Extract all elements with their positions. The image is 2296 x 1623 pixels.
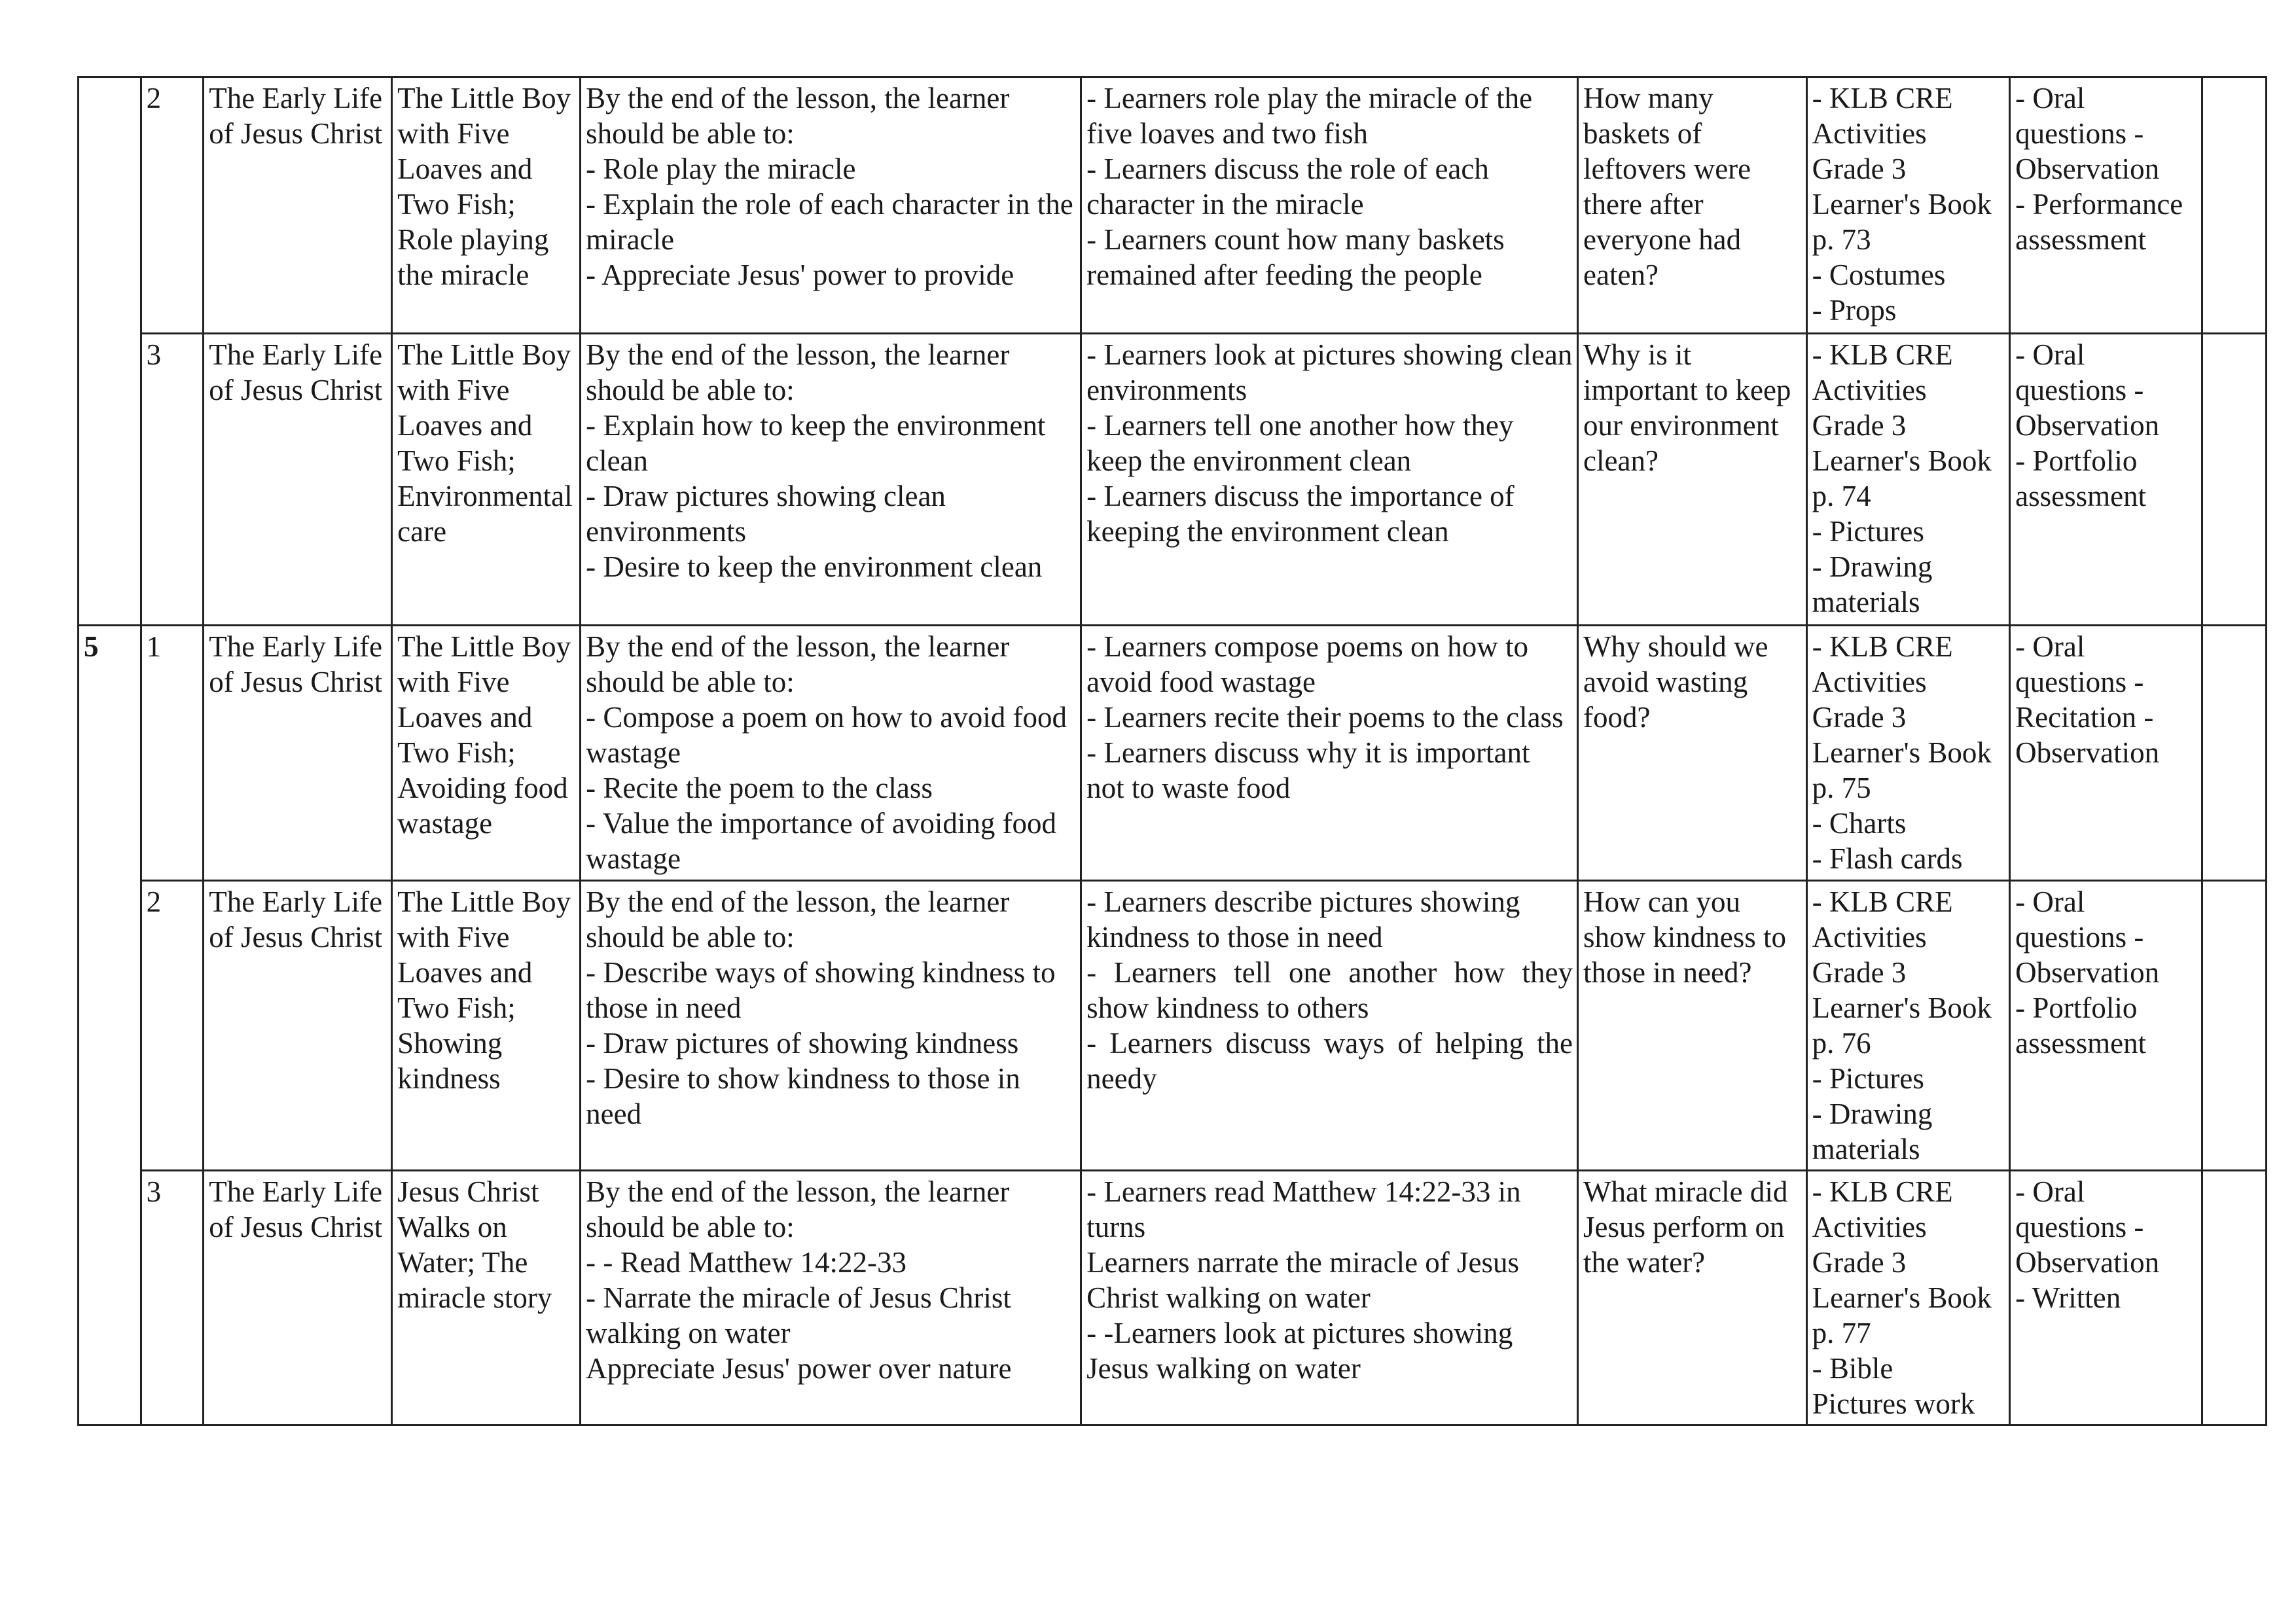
resources-cell — [1806, 77, 2010, 334]
outcome-line: - Draw pictures of showing kindness — [586, 1027, 1019, 1060]
table-row — [79, 334, 2267, 626]
resource-line: - Pictures — [1812, 515, 1924, 548]
assessment-cell — [2010, 626, 2202, 881]
resource-line: - KLB CRE Activities Grade 3 Learner's Book p. 73 — [1812, 82, 2000, 256]
assessment-line: - Oral questions - Observation — [2015, 1175, 2160, 1279]
outcome-line: - Describe ways of showing kindness to those in need — [586, 956, 1063, 1024]
lesson-cell: 2 — [141, 881, 204, 1171]
experience-line: - Learners recite their poems to the class — [1086, 701, 1564, 734]
strand-cell: The Early Life of Jesus Christ — [204, 334, 392, 626]
resource-line: - Drawing materials — [1812, 550, 1940, 618]
learning-experiences-cell — [1081, 626, 1578, 881]
resources-cell — [1806, 334, 2010, 626]
remarks-cell — [2202, 77, 2267, 334]
experience-line: - Learners discuss the role of each character in the miracle — [1086, 152, 1497, 221]
learning-outcomes-cell — [581, 1171, 1081, 1425]
learning-experiences-cell — [1081, 334, 1578, 626]
remarks-cell — [2202, 626, 2267, 881]
lesson-cell: 3 — [141, 334, 204, 626]
assessment-line: - Performance assessment — [2015, 188, 2191, 256]
outcome-line: - Role play the miracle — [586, 152, 856, 185]
resource-line: - Charts — [1812, 807, 1907, 840]
table-row — [79, 1171, 2267, 1425]
outcome-line: - Appreciate Jesus' power to provide — [586, 259, 1014, 291]
experience-line: - -Learners look at pictures showing Jesus walking on water — [1086, 1317, 1520, 1385]
assessment-line: - Oral questions - Observation — [2015, 82, 2160, 185]
outcome-line: - Desire to keep the environment clean — [586, 550, 1043, 583]
remarks-cell — [2202, 334, 2267, 626]
resource-line: - KLB CRE Activities Grade 3 Learner's Book p. 77 — [1812, 1175, 2000, 1349]
learning-experiences-cell — [1081, 881, 1581, 1171]
assessment-line: - Written — [2015, 1281, 2121, 1314]
experience-line: - Learners describe pictures showing kindness to those in need — [1086, 885, 1528, 954]
resource-line: - KLB CRE Activities Grade 3 Learner's Book p. 75 — [1812, 630, 2000, 804]
learning-experiences-cell — [1081, 77, 1578, 334]
outcome-line: - Desire to show kindness to those in need — [586, 1062, 1028, 1130]
resources-cell — [1806, 626, 2010, 881]
assessment-cell — [2010, 334, 2202, 626]
lesson-cell: 2 — [141, 77, 204, 334]
remarks-cell — [2202, 881, 2267, 1171]
learning-outcomes-cell — [581, 77, 1081, 334]
experience-line: Learners narrate the miracle of Jesus Christ walking on water — [1086, 1246, 1527, 1314]
outcome-line: By the end of the lesson, the learner should be able to: — [586, 1175, 1017, 1243]
resources-cell — [1806, 881, 2010, 1171]
outcome-line: - Recite the poem to the class — [586, 772, 933, 804]
resource-line: - KLB CRE Activities Grade 3 Learner's Book p. 76 — [1812, 885, 2000, 1060]
resource-line: - Costumes — [1812, 259, 1946, 291]
substrand-cell: Jesus Christ Walks on Water; The miracle story — [392, 1171, 581, 1425]
assessment-line: - Oral questions - Recitation - Observation — [2015, 630, 2161, 769]
learning-outcomes-cell — [581, 881, 1081, 1171]
substrand-cell: The Little Boy with Five Loaves and Two Fish; Showing kindness — [392, 881, 581, 1171]
assessment-line: - Portfolio assessment — [2015, 444, 2147, 512]
key-inquiry-question-cell: Why is it important to keep our environment clean? — [1578, 334, 1807, 626]
scheme-of-work-page — [77, 76, 2267, 1426]
experience-line: - Learners read Matthew 14:22-33 in turns — [1086, 1175, 1528, 1243]
learning-outcomes-cell — [581, 334, 1081, 626]
key-inquiry-question-cell: How many baskets of leftovers were there after everyone had eaten? — [1578, 77, 1807, 334]
experience-line: - Learners compose poems on how to avoid food wastage — [1086, 630, 1536, 698]
resource-line: - Pictures — [1812, 1062, 1924, 1095]
resources-cell — [1806, 1171, 2010, 1425]
learning-outcomes-cell — [581, 626, 1081, 881]
assessment-line: - Portfolio assessment — [2015, 991, 2147, 1060]
outcome-line: - Compose a poem on how to avoid food wastage — [586, 701, 1075, 769]
experience-line: - Learners discuss the importance of keeping the environment clean — [1086, 480, 1522, 548]
key-inquiry-question-cell: How can you show kindness to those in need? — [1578, 881, 1807, 1171]
week-cell: 5 — [79, 626, 141, 1425]
experience-line: - Learners role play the miracle of the five loaves and two fish — [1086, 82, 1540, 150]
lesson-cell: 1 — [141, 626, 204, 881]
scheme-of-work-table — [77, 76, 2267, 1426]
outcome-line: - Narrate the miracle of Jesus Christ walking on water — [586, 1281, 1019, 1349]
strand-cell: The Early Life of Jesus Christ — [204, 626, 392, 881]
table-row — [79, 77, 2267, 334]
outcome-line: - Explain how to keep the environment clean — [586, 409, 1053, 477]
experience-line: - Learners look at pictures showing clean environments — [1086, 338, 1580, 406]
assessment-line: - Oral questions - Observation — [2015, 885, 2160, 989]
outcome-line: Appreciate Jesus' power over nature — [586, 1352, 1012, 1385]
experience-line: - Learners count how many baskets remained after feeding the people — [1086, 223, 1512, 291]
key-inquiry-question-cell: What miracle did Jesus perform on the water? — [1578, 1171, 1807, 1425]
outcome-line: - Explain the role of each character in the miracle — [586, 188, 1081, 256]
table-row — [79, 881, 2267, 1171]
lesson-cell: 3 — [141, 1171, 204, 1425]
assessment-line: - Oral questions - Observation — [2015, 338, 2160, 442]
resource-line: - Bible — [1812, 1352, 1893, 1385]
week-cell — [79, 77, 141, 626]
outcome-line: By the end of the lesson, the learner should be able to: — [586, 82, 1017, 150]
outcome-line: - Value the importance of avoiding food wastage — [586, 807, 1064, 875]
learning-experiences-cell — [1081, 1171, 1578, 1425]
substrand-cell: The Little Boy with Five Loaves and Two Fish; Role playing the miracle — [392, 77, 581, 334]
outcome-line: - Draw pictures showing clean environments — [586, 480, 954, 548]
resource-line: - Drawing materials — [1812, 1097, 1940, 1166]
resource-line: - KLB CRE Activities Grade 3 Learner's Book p. 74 — [1812, 338, 2000, 512]
strand-cell: The Early Life of Jesus Christ — [204, 1171, 392, 1425]
resource-line: Pictures work — [1812, 1387, 1975, 1420]
key-inquiry-question-cell: Why should we avoid wasting food? — [1578, 626, 1807, 881]
substrand-cell: The Little Boy with Five Loaves and Two Fish; Environmental care — [392, 334, 581, 626]
assessment-cell — [2010, 77, 2202, 334]
remarks-cell — [2202, 1171, 2267, 1425]
experience-line: - Learners discuss why it is important not to waste food — [1086, 736, 1537, 804]
strand-cell: The Early Life of Jesus Christ — [204, 881, 392, 1171]
assessment-cell — [2010, 881, 2202, 1171]
outcome-line: By the end of the lesson, the learner should be able to: — [586, 885, 1017, 954]
resource-line: - Flash cards — [1812, 842, 1963, 875]
outcome-line: By the end of the lesson, the learner should be able to: — [586, 630, 1017, 698]
assessment-cell — [2010, 1171, 2202, 1425]
substrand-cell: The Little Boy with Five Loaves and Two Fish; Avoiding food wastage — [392, 626, 581, 881]
experience-line: - Learners tell one another how they keep the environment clean — [1086, 409, 1521, 477]
experience-line: - Learners tell one another how they show kindness to others — [1086, 956, 1581, 1024]
outcome-line: - - Read Matthew 14:22-33 — [586, 1246, 906, 1279]
table-row — [79, 626, 2267, 881]
outcome-line: By the end of the lesson, the learner should be able to: — [586, 338, 1017, 406]
resource-line: - Props — [1812, 294, 1897, 327]
experience-line: - Learners discuss ways of helping the needy — [1086, 1027, 1581, 1095]
strand-cell: The Early Life of Jesus Christ — [204, 77, 392, 334]
